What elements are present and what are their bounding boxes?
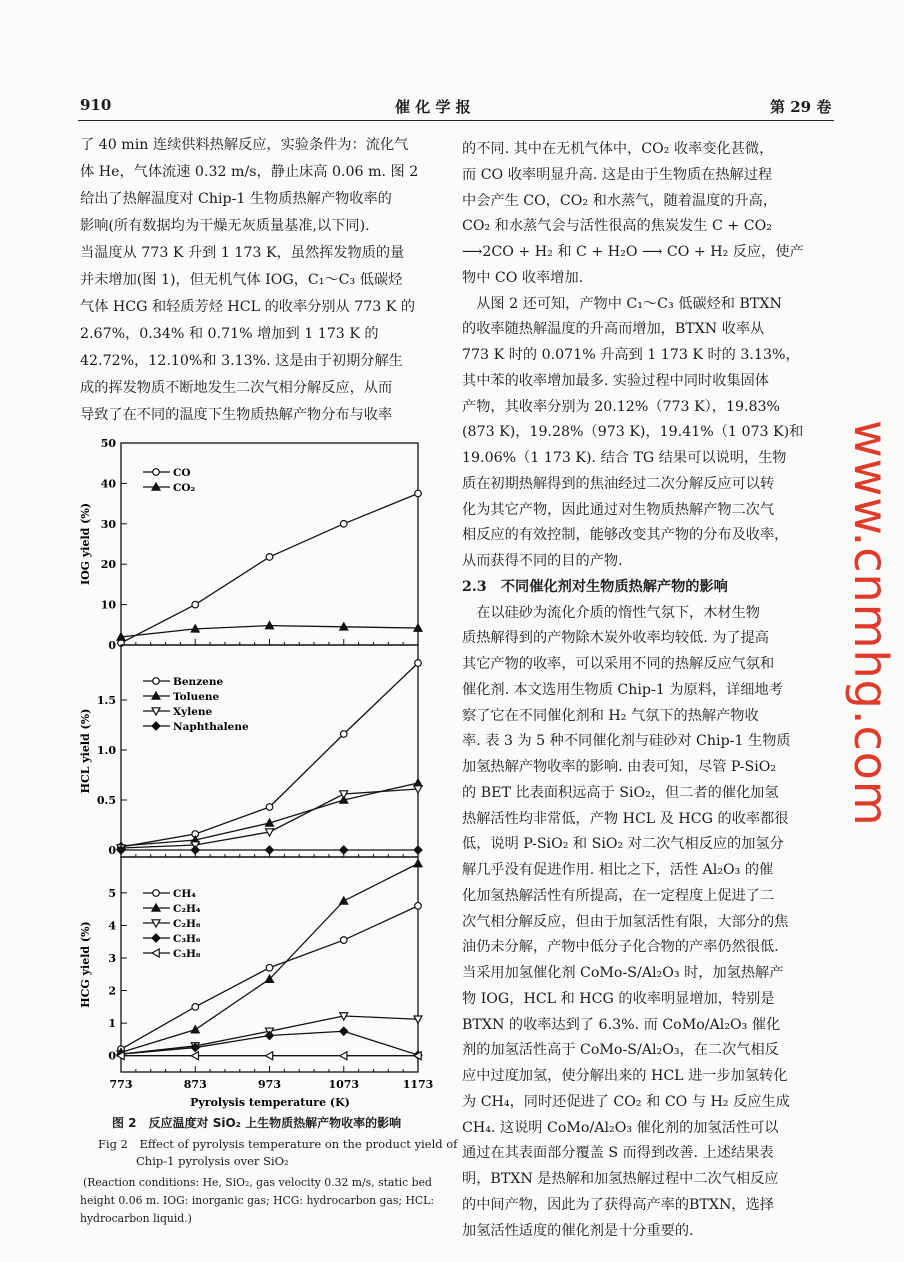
y-tick-label: 2 [108, 984, 116, 998]
legend-label: CH₄ [173, 888, 196, 900]
data-point [340, 897, 348, 904]
text-line: 加氢热解产物收率的影响. 由表可知，尽管 P-SiO₂ [462, 759, 777, 775]
legend-label: CO₂ [173, 482, 196, 494]
text-line: 影响(所有数据均为干燥无灰质量基准,以下同). [80, 218, 370, 234]
text-line: 质在初期热解得到的焦油经过二次分解反应可以转 [462, 475, 775, 492]
data-point [414, 846, 422, 854]
legend-marker [153, 890, 160, 897]
data-point [266, 846, 274, 854]
caption-en-2: Chip-1 pyrolysis over SiO₂ [136, 1154, 289, 1168]
caption-zh: 图 2 反应温度对 SiO₂ 上生物质热解产物收率的影响 [112, 1116, 402, 1130]
text-line: 其它产物的收率，可以采用不同的热解反应气氛和 [462, 656, 775, 672]
text-line: 通过在其表面部分覆盖 S 而得到改善. 上述结果表 [462, 1145, 774, 1162]
text-line: BTXN 的收率达到了 6.3%. 而 CoMo/Al₂O₃ 催化 [462, 1016, 781, 1033]
data-point [192, 1004, 199, 1011]
panel-hcg [79, 857, 433, 1109]
x-tick-label: 773 [109, 1078, 133, 1091]
y-tick-label: 1.0 [96, 744, 116, 757]
legend-marker [152, 934, 160, 942]
caption-en-1: Fig 2 Effect of pyrolysis temperature on the product yield of [98, 1137, 458, 1151]
data-point [191, 1052, 198, 1060]
text-line: 应中过度加氢，使分解出来的 HCL 进一步加氢转化 [462, 1068, 788, 1084]
text-line: 低，说明 P-SiO₂ 和 SiO₂ 对二次气相反应的加氢分 [462, 836, 784, 853]
data-point [266, 964, 273, 971]
legend-label: C₂H₆ [173, 918, 201, 930]
legend-label: Toluene [173, 691, 220, 703]
y-tick-label: 10 [100, 598, 116, 612]
y-tick-label: 40 [100, 477, 116, 491]
y-axis-label: IOG yield (%) [79, 502, 92, 586]
volume-label: 第 29 卷 [770, 98, 832, 116]
plot-frame [121, 443, 418, 645]
data-point [266, 1032, 274, 1040]
data-point [191, 1026, 199, 1033]
text-line: 19.06%（1 173 K). 结合 TG 结果可以说明，生物 [462, 450, 787, 466]
legend-marker [153, 678, 160, 685]
caption-note-1: (Reaction conditions: He, SiO₂, gas velocity 0.32 m/s, static bed [83, 1176, 432, 1189]
y-tick-label: 0 [108, 1049, 116, 1063]
legend-marker [152, 722, 160, 730]
text-line: 察了它在不同催化剂和 H₂ 气氛下的热解产物收 [462, 707, 759, 724]
text-line: 的 BET 比表面积远高于 SiO₂，但二者的催化加氢 [462, 784, 779, 801]
text-line: 率. 表 3 为 5 种不同催化剂与硅砂对 Chip-1 生物质 [462, 733, 791, 750]
text-line: 化加氢热解活性有所提高，在一定程度上促进了二 [462, 887, 775, 904]
x-axis-label: Pyrolysis temperature (K) [190, 1096, 350, 1109]
text-line: 明，BTXN 是热解和加氢热解过程中二次气相反应 [462, 1171, 779, 1187]
text-line: 的不同. 其中在无机气体中，CO₂ 收率变化甚微， [462, 141, 774, 157]
text-line: 加氢活性适度的催化剂是十分重要的. [462, 1222, 694, 1239]
x-tick-label: 873 [183, 1078, 207, 1091]
text-line: 2.3 不同催化剂对生物质热解产物的影响 [462, 578, 728, 595]
text-line: 中会产生 CO，CO₂ 和水蒸气，随着温度的升高， [462, 192, 778, 209]
data-point [266, 1052, 273, 1060]
legend-label: CO [173, 467, 191, 479]
legend-label: Xylene [173, 706, 213, 718]
y-tick-label: 1 [108, 1017, 116, 1031]
text-line: 导致了在不同的温度下生物质热解产物分布与收率 [80, 407, 393, 423]
y-tick-label: 50 [100, 437, 116, 450]
data-point [414, 860, 422, 867]
text-line: 催化剂. 本文选用生物质 Chip-1 为原料，详细地考 [462, 681, 783, 698]
legend-label: Benzene [173, 676, 224, 688]
y-tick-label: 0 [108, 844, 116, 857]
legend-label: C₃H₈ [173, 948, 201, 960]
text-line: 从图 2 还可知，产物中 C₁～C₃ 低碳烃和 BTXN [462, 295, 782, 312]
x-tick-label: 1073 [328, 1078, 360, 1091]
text-line: 产物，其收率分别为 20.12%（773 K），19.83% [462, 398, 781, 415]
text-line: CH₄. 这说明 CoMo/Al₂O₃ 催化剂的加氢活性可以 [462, 1119, 779, 1136]
data-point [340, 1027, 348, 1035]
data-point [266, 804, 273, 811]
text-line: 化为其它产物，因此通过对生物质热解产物二次气 [462, 501, 775, 518]
text-line: 在以硅砂为流化介质的惰性气氛下，木材生物 [462, 604, 760, 621]
data-point [414, 779, 422, 786]
caption-note-3: hydrocarbon liquid.) [80, 1212, 192, 1225]
x-tick-label: 1173 [402, 1078, 434, 1091]
panel-iog [79, 437, 418, 652]
data-point [266, 554, 273, 561]
text-line: 剂的加氢活性高于 CoMo-S/Al₂O₃，在二次气相反 [462, 1042, 779, 1059]
text-line: 从而获得不同的目的产物. [462, 553, 623, 569]
legend-marker [152, 949, 159, 957]
text-line: 物中 CO 收率增加. [462, 269, 584, 286]
y-tick-label: 0.5 [96, 794, 116, 807]
text-line: 而 CO 收率明显升高. 这是由于生物质在热解过程 [462, 166, 773, 183]
data-point [340, 937, 347, 944]
text-line: 物 IOG，HCL 和 HCG 的收率明显增加，特别是 [462, 990, 775, 1007]
text-line: 当温度从 773 K 升到 1 173 K，虽然挥发物质的量 [80, 245, 405, 261]
text-line: ⟶2CO + H₂ 和 C + H₂O ⟶ CO + H₂ 反应，使产 [462, 244, 804, 260]
text-line: 42.72%，12.10%和 3.13%. 这是由于初期分解生 [80, 353, 403, 369]
caption-note-2: height 0.06 m. IOG: inorganic gas; HCG: hydrocarbon gas; HCL: [80, 1194, 434, 1207]
text-line: 为 CH₄，同时还促进了 CO₂ 和 CO 与 H₂ 反应生成 [462, 1093, 790, 1110]
text-line: 气体 HCG 和轻质芳烃 HCL 的收率分别从 773 K 的 [80, 299, 416, 315]
text-line: 773 K 时的 0.071% 升高到 1 173 K 时的 3.13%， [462, 347, 800, 363]
journal-title: 催 化 学 报 [395, 98, 471, 116]
legend-label: C₃H₆ [173, 933, 201, 945]
y-tick-label: 30 [100, 517, 116, 531]
data-point [340, 1052, 347, 1060]
text-line: 的中间产物，因此为了获得高产率的BTXN，选择 [462, 1196, 774, 1213]
text-line: 其中苯的收率增加最多. 实验过程中同时收集固体 [462, 372, 769, 389]
text-line: 相反应的有效控制，能够改变其产物的分布及收率， [462, 527, 789, 544]
y-tick-label: 20 [100, 558, 116, 572]
data-point [415, 660, 422, 667]
data-point [192, 601, 199, 608]
y-tick-label: 5 [108, 886, 116, 900]
text-line: 了 40 min 连续供料热解反应，实验条件为：流化气 [80, 137, 409, 153]
text-line: 成的挥发物质不断地发生二次气相分解反应，从而 [80, 380, 393, 396]
x-tick-label: 973 [258, 1078, 281, 1091]
data-point [415, 903, 422, 910]
y-tick-label: 4 [108, 919, 116, 933]
data-point [340, 521, 347, 528]
text-line: 当采用加氢催化剂 CoMo-S/Al₂O₃ 时，加氢热解产 [462, 965, 784, 981]
text-line: 质热解得到的产物除木炭外收率均较低. 为了提高 [462, 630, 769, 647]
legend-label: Naphthalene [173, 721, 249, 733]
legend-label: C₂H₄ [173, 903, 201, 915]
text-line: 给出了热解温度对 Chip-1 生物质热解产物收率的 [80, 191, 392, 207]
page-number: 910 [80, 96, 112, 114]
y-axis-label: HCG yield (%) [79, 921, 92, 1008]
y-tick-label: 0 [108, 639, 116, 652]
legend-marker [153, 469, 160, 476]
text-line: 2.67%，0.34% 和 0.71% 增加到 1 173 K 的 [80, 326, 379, 342]
text-line: 解几乎没有促进作用. 相比之下，活性 Al₂O₃ 的催 [462, 862, 774, 878]
text-line: 并未增加(图 1)，但无机气体 IOG，C₁～C₃ 低碳烃 [80, 272, 403, 288]
data-point [191, 846, 199, 854]
text-line: (873 K)，19.28%（973 K)，19.41%（1 073 K)和 [462, 424, 804, 441]
data-point [415, 490, 422, 497]
y-axis-label: HCL yield (%) [79, 708, 92, 794]
y-tick-label: 1.5 [96, 694, 116, 707]
data-point [340, 846, 348, 854]
text-line: 油仍未分解，产物中低分子化合物的产率仍然很低. [462, 939, 779, 956]
data-point [340, 731, 347, 738]
y-tick-label: 3 [108, 951, 116, 965]
text-line: 次气相分解反应，但由于加氢活性有限，大部分的焦 [462, 913, 789, 930]
text-line: CO₂ 和水蒸气会与活性很高的焦炭发生 C + CO₂ [462, 218, 772, 235]
text-line: 热解活性均非常低，产物 HCL 及 HCG 的收率都很 [462, 810, 789, 827]
text-line: 体 He，气体流速 0.32 m/s，静止床高 0.06 m. 图 2 [80, 164, 419, 180]
text-line: 的收率随热解温度的升高而增加，BTXN 收率从 [462, 321, 765, 338]
watermark: www.cnmhg.com [844, 420, 898, 827]
panel-hcl [79, 645, 418, 857]
